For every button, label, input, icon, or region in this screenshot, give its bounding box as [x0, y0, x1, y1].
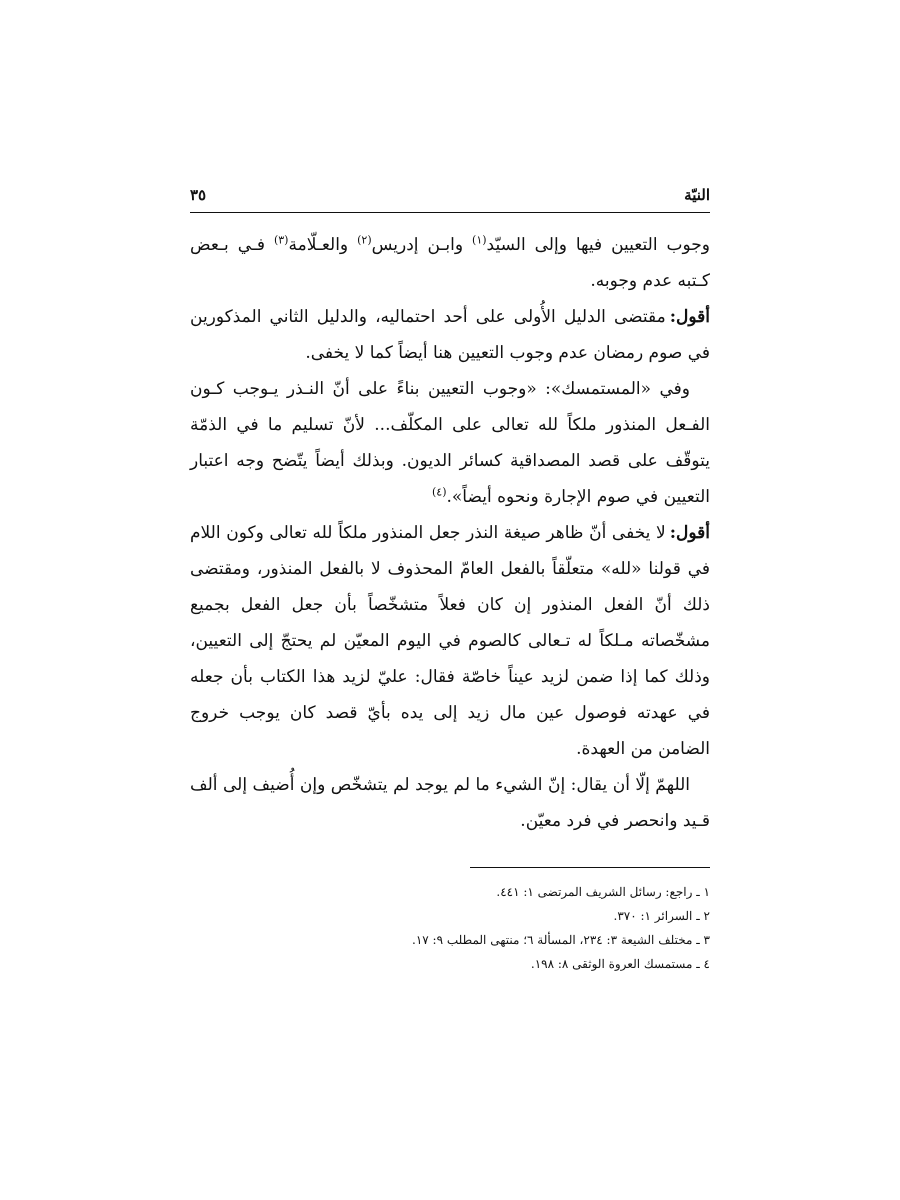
footnote-marker[interactable]: (٣) — [273, 233, 289, 247]
footnote-marker[interactable]: (١) — [472, 233, 487, 247]
footnotes — [190, 880, 710, 976]
footnote-divider — [470, 867, 710, 868]
paragraph-text: وجوب التعيين فيها وإلى السيّد — [486, 235, 711, 255]
header-divider — [190, 212, 710, 213]
paragraph-text: فـي بـعض كـتبه عدم وجوبه. — [190, 235, 710, 291]
paragraph — [190, 299, 710, 371]
paragraph-lead: أقول: — [669, 523, 710, 543]
paragraph-text: اللهمّ إلّا أن يقال: إنّ الشيء ما لم يوجد لم يتشخّص وإن أُضيف إلى ألف قـيد وانحصر في فرد معيّن. — [190, 775, 710, 831]
paragraph — [190, 227, 710, 299]
page-number: ٣٥ — [190, 186, 207, 204]
footnote-item: ٢ ـ السرائر ١: ٣٧٠. — [613, 909, 710, 923]
paragraph-lead: أقول: — [669, 307, 710, 327]
paragraph-text: وفي «المستمسك»: «وجوب التعيين بناءً على أنّ النـذر يـوجب كـون الفـعل المنذور ملكاً لله تعالى على المكلّف... لأنّ تسليم ما في الذمّة يتوقّف على قصد المصداقية كسائر الديون. وبذلك أيضاً يتّضح وجه اعتبار التعيين في صوم الإجارة ونحوه أيضاً». — [190, 379, 710, 507]
footnote-item: ٣ ـ مختلف الشيعة ٣: ٢٣٤، المسألة ٦؛ منتهى المطلب ٩: ١٧. — [412, 933, 710, 947]
book-page — [190, 180, 710, 976]
paragraph — [190, 371, 710, 515]
paragraph-text: والعـلّامة — [288, 235, 358, 255]
chapter-title: النيّة — [684, 186, 710, 204]
paragraph-text: مقتضى الدليل الأُولى على أحد احتماليه، والدليل الثاني المذكورين في صوم رمضان عدم وجوب التعيين هنا أيضاً كما لا يخفى. — [190, 307, 710, 363]
footnote-marker[interactable]: (٢) — [357, 233, 372, 247]
footnote-marker[interactable]: (٤) — [431, 485, 447, 499]
paragraph-text: وابـن إدريس — [371, 235, 473, 255]
footnote-item: ٤ ـ مستمسك العروة الوثقى ٨: ١٩٨. — [530, 957, 710, 971]
main-text — [190, 227, 710, 839]
paragraph-text: لا يخفى أنّ ظاهر صيغة النذر جعل المنذور ملكاً لله تعالى وكون اللام في قولنا «لله» متعلّقاً بالفعل العامّ المحذوف لا بالفعل المنذور، ومقتضى ذلك أنّ الفعل المنذور إن كان فعلاً متشخّصاً بأن جعل الفعل بجميع مشخّصاته مـلكاً له تـعالى كالصوم في اليوم المعيّن لم يحتجّ إلى التعيين، وذلك كما إذا ضمن لزيد عيناً خاصّة فقال: عليّ لزيد هذا الكتاب بأن جعله في عهدته فوصول عين مال زيد إلى يده بأيّ قصد كان يوجب خروج الضامن من العهدة. — [190, 523, 710, 759]
paragraph — [190, 767, 710, 839]
running-header — [190, 180, 710, 210]
footnote-item: ١ ـ راجع: رسائل الشريف المرتضى ١: ٤٤١. — [496, 885, 710, 899]
paragraph — [190, 515, 710, 767]
